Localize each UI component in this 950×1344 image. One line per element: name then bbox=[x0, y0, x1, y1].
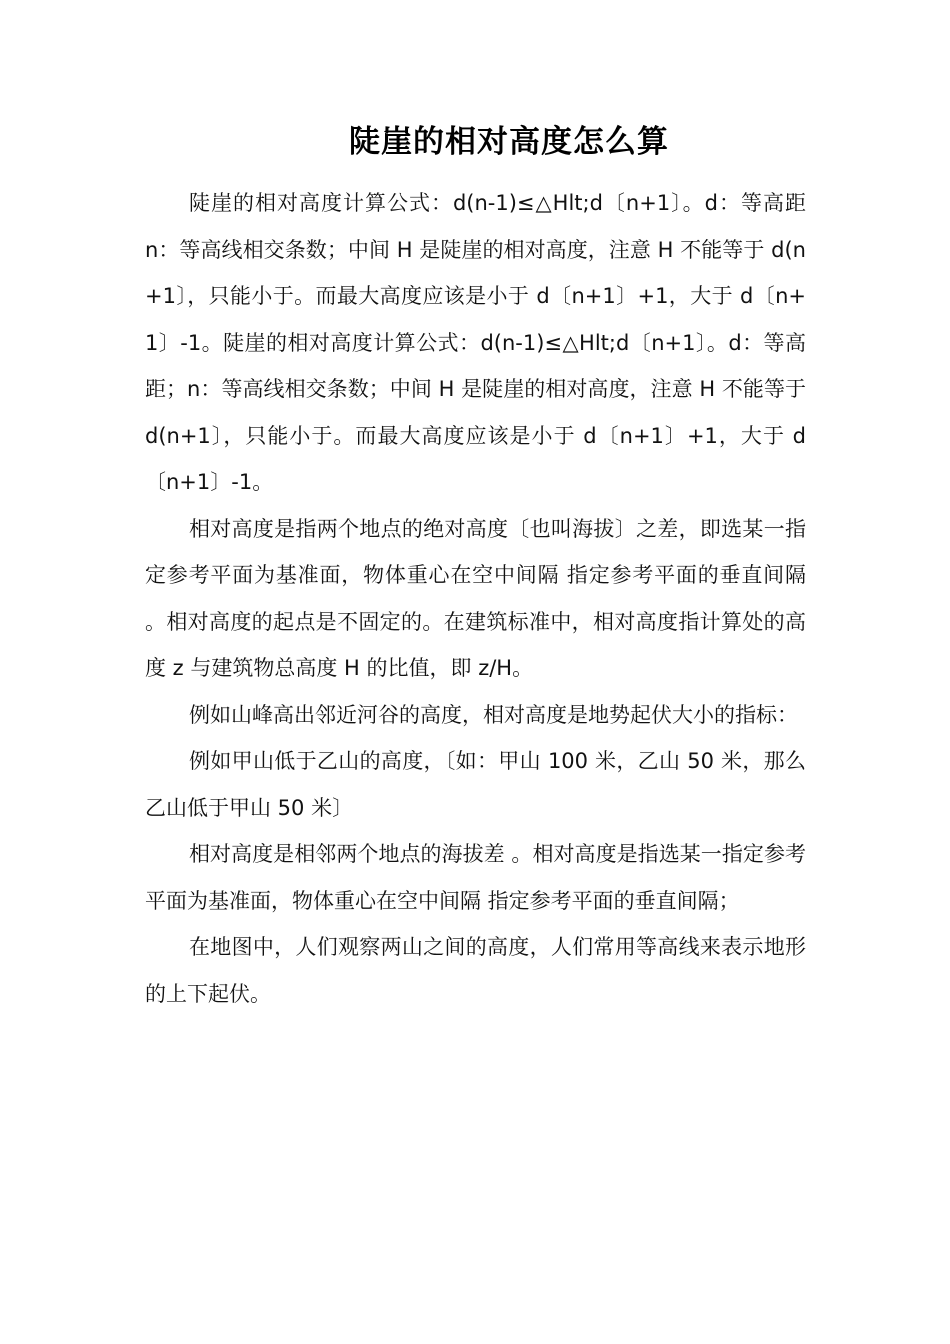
paragraph-definition: 相对高度是指两个地点的绝对高度〔也叫海拔〕之差，即选某一指定参考平面为基准面，物体重心在空中间隔 指定参考平面的垂直间隔 。相对高度的起点是不固定的。在建筑标准中，相对高度指计算处的高度 z 与建筑物总高度 H 的比值，即 z/H。 bbox=[145, 516, 806, 680]
paragraph-example-hills: 例如甲山低于乙山的高度，〔如：甲山 100 米，乙山 50 米，那么乙山低于甲山 50 米〕 bbox=[145, 749, 806, 820]
document-title: 陡崖的相对高度怎么算 bbox=[349, 124, 669, 160]
paragraph-contour-lines: 在地图中，人们观察两山之间的高度，人们常用等高线来表示地形的上下起伏。 bbox=[145, 935, 806, 1006]
document-body bbox=[145, 180, 806, 1017]
paragraph-example-mountain: 例如山峰高出邻近河谷的高度，相对高度是地势起伏大小的指标： bbox=[189, 702, 798, 727]
paragraph-elevation-difference: 相对高度是相邻两个地点的海拔差 。相对高度是指选某一指定参考平面为基准面，物体重心在空中间隔 指定参考平面的垂直间隔； bbox=[145, 842, 806, 913]
paragraph-formula: 陡崖的相对高度计算公式：d(n-1)≤△Hlt;d〔n+1〕。d：等高距n：等高线相交条数；中间 H 是陡崖的相对高度，注意 H 不能等于 d(n+1〕，只能小于。而最大高度应该是小于 d〔n+1〕+1，大于 d〔n+1〕-1。陡崖的相对高度计算公式：d(n-1)≤△Hlt;d〔n+1〕。d：等高距；n：等高线相交条数；中间 H 是陡崖的相对高度，注意 H 不能等于 d(n+1〕，只能小于。而最大高度应该是小于 d〔n+1〕+1，大于 d〔n+1〕-1。 bbox=[145, 191, 806, 494]
